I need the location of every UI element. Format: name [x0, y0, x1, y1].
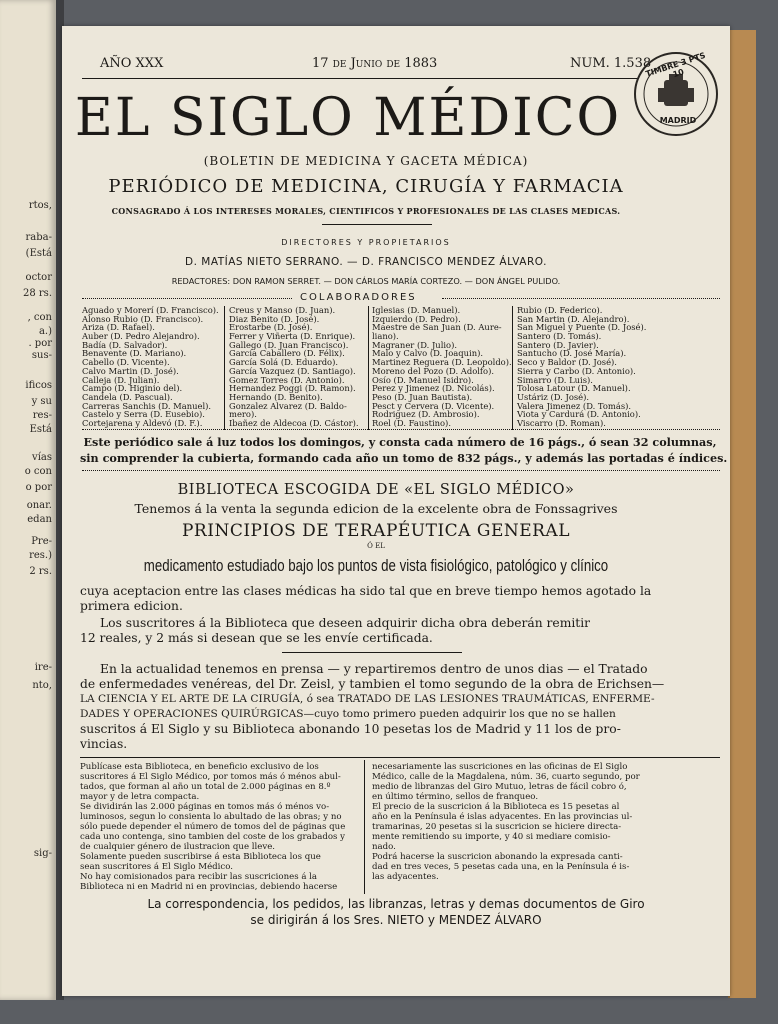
collaborator-name: Magraner (D. Julio).	[372, 339, 458, 350]
notice-line-2: sin comprender la cubierta, formando cada año un tomo de 832 págs., y además las portadas é índices.	[80, 451, 728, 465]
facing-page-fragment: Está	[29, 424, 52, 435]
collaborators-heading: COLABORADORES	[300, 292, 417, 303]
facing-page-fragment: (Está	[25, 248, 52, 259]
collaborator-name: Viscarro (D. Roman).	[517, 417, 606, 428]
collaborator-name: Martinez Reguera (D. Leopoldo).	[372, 357, 512, 368]
facing-page-fragment: 2 rs.	[29, 566, 52, 577]
facing-page-fragment: . por	[28, 338, 52, 349]
masthead-rule	[322, 224, 432, 225]
column-divider-2	[368, 306, 369, 430]
collaborator-name: Tolosa Latour (D. Manuel).	[517, 383, 631, 394]
book-subtitle: medicamento estudiado bajo los puntos de vista fisiológico, patológico y clínico	[143, 556, 609, 575]
p1-line-2: primera edicion.	[80, 599, 183, 613]
collaborators-column-2	[229, 306, 359, 428]
collaborator-name: Santero (D. Javier).	[517, 339, 599, 350]
section-divider	[282, 652, 462, 653]
collaborator-name: Perez y Jimenez (D. Nicolás).	[372, 383, 495, 394]
collaborator-name: Auber (D. Pedro Alejandro).	[82, 331, 200, 342]
dotted-rule-left	[82, 298, 292, 300]
collaborator-name: Gallego (D. Juan Francisco).	[229, 339, 349, 350]
collaborator-name: liano).	[372, 331, 399, 342]
column-divider-1	[224, 306, 225, 430]
facing-page	[0, 0, 56, 1000]
fine-print-line: mayor y de letra compacta.	[80, 792, 200, 802]
editors-line: REDACTORES: DON RAMON SERRET. — DON CÁRLOS MARÍA CORTEZO. — DON ÁNGEL PULIDO.	[171, 276, 561, 286]
p3-line-1: En la actualidad tenemos en prensa — y repartiremos dentro de unos dias — el Tratado	[100, 662, 648, 676]
publication-notice	[80, 434, 728, 466]
p3-line-5: suscritos á El Siglo y su Biblioteca abonando 10 pesetas los de Madrid y 11 los de pro-	[80, 722, 621, 736]
facing-page-fragment: y su	[31, 396, 52, 407]
masthead-subtitle: (BOLETIN DE MEDICINA Y GACETA MÉDICA)	[203, 154, 529, 168]
p3-line-6: vincias.	[80, 737, 128, 751]
facing-page-fragment: , con	[27, 312, 52, 323]
fine-print-line: medio de libranzas del Giro Mutuo, letras de fácil cobro ó,	[372, 782, 627, 792]
collaborator-name: Ferrer y Viñerta (D. Enrique).	[229, 331, 356, 342]
fine-print-line: necesariamente las suscriciones en las oficinas de El Siglo	[372, 762, 628, 772]
biblioteca-intro: Tenemos á la venta la segunda edicion de la excelente obra de Fonssagrives	[134, 501, 618, 516]
book-title-connector: Ó EL	[367, 542, 385, 550]
collaborator-name: Santucho (D. José María).	[517, 348, 627, 359]
masthead-dedication: CONSAGRADO Á LOS INTERESES MORALES, CIENTIFICOS Y PROFESIONALES DE LAS CLASES MEDICAS.	[111, 206, 621, 216]
collaborator-name: Diaz Benito (D. José).	[229, 313, 320, 324]
directors-names: D. MATÍAS NIETO SERRANO. — D. FRANCISCO MENDEZ ÁLVARO.	[185, 256, 547, 268]
collaborator-name: Sierra y Carbo (D. Antonio).	[517, 365, 636, 376]
collaborator-name: Hernandez Poggi (D. Ramon).	[229, 383, 356, 394]
facing-page-fragment: edan	[27, 514, 52, 525]
collaborator-name: Gomez Torres (D. Antonio).	[229, 374, 345, 385]
collaborator-name: Valera Jimenez (D. Tomás).	[517, 400, 632, 411]
issue-number: NUM. 1.538	[570, 56, 652, 71]
p3-line-3: LA CIENCIA Y EL ARTE DE LA CIRUGÍA, ó sea TRATADO DE LAS LESIONES TRAUMÁTICAS, ENFERME-	[80, 693, 655, 705]
fine-print-line: suscritores á El Siglo Médico, por tomos más ó ménos abul-	[80, 772, 341, 782]
notice-line-1: Este periódico sale á luz todos los domingos, y consta cada número de 16 págs., ó sean 32 columnas,	[83, 435, 717, 449]
collaborator-name: Hernando (D. Benito).	[229, 391, 323, 402]
facing-page-fragment: raba-	[25, 232, 52, 243]
collaborator-name: Osío (D. Manuel Isidro).	[372, 374, 474, 385]
collaborator-name: Izquierdo (D. Pedro).	[372, 313, 461, 324]
book-title: PRINCIPIOS DE TERAPÉUTICA GENERAL	[181, 521, 571, 541]
facing-page-fragment: onar.	[26, 500, 52, 511]
masthead-title: EL SIGLO MÉDICO	[74, 88, 622, 148]
column-divider-3	[512, 306, 513, 430]
facing-page-fragment: vías	[32, 452, 52, 463]
collaborator-name: Cortejarena y Aldevó (D. F.).	[82, 417, 203, 428]
facing-page-fragment: res-	[32, 410, 52, 421]
collaborator-name: Ariza (D. Rafael).	[82, 322, 155, 333]
newspaper-page	[62, 26, 730, 996]
collaborators-column-4	[517, 306, 646, 428]
fine-print-line: Publícase esta Biblioteca, en beneficio exclusivo de los	[80, 762, 319, 772]
fine-print-line: Biblioteca ni en Madrid ni en provincias, debiendo hacerse	[80, 882, 338, 892]
collaborator-name: Rubio (D. Federico).	[517, 305, 603, 315]
stamp-text-top: TIMBRE 3 PTS 10	[644, 50, 707, 80]
collaborator-name: Peso (D. Juan Bautista).	[372, 391, 473, 402]
fine-print-line: luminosos, segun lo consienta lo abultado de las obras; y no	[80, 812, 342, 822]
fine-print-left	[80, 762, 360, 892]
collaborator-name: San Martin (D. Alejandro).	[517, 313, 630, 324]
fine-print-line: dad en tres veces, 5 pesetas cada una, en la Península é is-	[372, 862, 630, 872]
facing-page-fragment: Pre-	[31, 536, 52, 547]
biblioteca-paragraph-2	[80, 616, 720, 646]
collaborator-name: Seco y Baldor (D. José).	[517, 357, 617, 368]
facing-page-fragment: nto,	[32, 680, 52, 691]
directors-heading: DIRECTORES Y PROPIETARIOS	[281, 238, 451, 247]
collaborators-heading-row	[82, 292, 720, 304]
collaborators-column-1	[82, 306, 219, 428]
collaborators-bottom-rule	[82, 429, 720, 431]
collaborator-name: Aguado y Morerí (D. Francisco).	[82, 305, 219, 315]
biblioteca-heading: BIBLIOTECA ESCOGIDA DE «EL SIGLO MÉDICO»	[177, 482, 575, 498]
fine-print-line: nado.	[372, 842, 396, 852]
fine-print-line: cada uno contenga, sino tambien del coste de los grabados y	[80, 832, 346, 842]
collaborator-name: García Vazquez (D. Santiago).	[229, 365, 356, 376]
fine-print-line: Se dividirán las 2.000 páginas en tomos más ó ménos vo-	[80, 802, 330, 812]
fine-print-line: Médico, calle de la Magdalena, núm. 36, cuarto segundo, por	[372, 772, 640, 782]
footer-line-2: se dirigirán á los Sres. NIETO y MENDEZ ÁLVARO	[250, 913, 542, 927]
fine-print-line: No hay comisionados para recibir las suscriciones á la	[80, 872, 318, 882]
notice-bottom-rule	[82, 470, 720, 472]
collaborator-name: Badía (D. Salvador).	[82, 339, 168, 350]
collaborator-name: Calleja (D. Julian).	[82, 374, 160, 385]
footer-line-1: La correspondencia, los pedidos, las libranzas, letras y demas documentos de Giro	[147, 897, 645, 911]
fine-print-line: tados, que forman al año un total de 2.000 páginas en 8.º	[80, 782, 331, 792]
collaborator-name: Erostarbe (D. José).	[229, 322, 313, 333]
facing-page-fragment: rtos,	[28, 200, 52, 211]
fine-print-right	[372, 762, 652, 882]
collaborator-name: Ustáriz (D. José).	[517, 391, 590, 402]
p2-line-1: Los suscritores á la Biblioteca que deseen adquirir dicha obra deberán remitir	[100, 616, 591, 630]
biblioteca-paragraph-3	[80, 662, 720, 752]
fine-print-line: año en la Península é islas adyacentes. En las provincias ul-	[372, 812, 633, 822]
collaborator-name: Iglesias (D. Manuel).	[372, 305, 461, 315]
p3-line-2: de enfermedades venéreas, del Dr. Zeisl, y tambien el tomo segundo de la obra de Erichsen—	[80, 677, 665, 691]
collaborator-name: Santero (D. Tomás).	[517, 331, 602, 342]
collaborator-name: Castelo y Serra (D. Eusebio).	[82, 409, 205, 420]
collaborator-name: Candela (D. Pascual).	[82, 391, 173, 402]
collaborator-name: Campo (D. Higinio del).	[82, 383, 183, 394]
fine-print-line: en último término, sellos de franqueo.	[372, 792, 539, 802]
fine-print-divider	[364, 760, 365, 894]
dotted-rule-right	[442, 298, 720, 300]
collaborator-name: Moreno del Pozo (D. Adolfo).	[372, 365, 494, 376]
facing-page-fragment: sig-	[33, 848, 52, 859]
fine-print-top-rule	[80, 757, 720, 758]
collaborator-name: Benavente (D. Mariano).	[82, 348, 187, 359]
collaborator-name: Creus y Manso (D. Juan).	[229, 305, 336, 315]
biblioteca-paragraph-1	[80, 584, 720, 614]
collaborator-name: Carreras Sanchis (D. Manuel).	[82, 400, 212, 411]
facing-page-fragment: res.)	[29, 550, 52, 561]
collaborator-name: Pesct y Cervera (D. Vicente).	[372, 400, 495, 411]
p2-line-2: 12 reales, y 2 más si desean que se les envíe certificada.	[80, 631, 433, 645]
fine-print-line: sean suscritores á El Siglo Médico.	[80, 862, 233, 872]
fine-print-line: tramarinas, 20 pesetas si la suscricion se hiciere directa-	[372, 822, 622, 832]
facing-page-fragment: 28 rs.	[23, 288, 52, 299]
collaborator-name: Malo y Calvo (D. Joaquin).	[372, 348, 484, 359]
collaborator-name: Calvo Martin (D. José).	[82, 365, 179, 376]
collaborator-name: García Solá (D. Eduardo).	[229, 357, 339, 368]
facing-page-fragment: o con	[24, 466, 52, 477]
facing-page-fragment: sus-	[31, 350, 52, 361]
issue-year: AÑO XXX	[100, 56, 164, 71]
page-edges	[728, 30, 756, 998]
stamp-text-bottom: MADRID	[659, 116, 697, 125]
fine-print-line: mente remitiendo su importe, y 40 si mediare comisio-	[372, 832, 611, 842]
fine-print-line: las adyacentes.	[372, 872, 439, 882]
collaborator-name: García Caballero (D. Félix).	[229, 348, 345, 359]
p3-line-4: DADES Y OPERACIONES QUIRÚRGICAS—cuyo tomo primero pueden adquirir los que no se hallen	[80, 708, 616, 720]
issue-date: 17 de Junio de 1883	[312, 56, 438, 71]
tax-stamp	[634, 52, 718, 136]
collaborator-name: Cabello (D. Vicente).	[82, 357, 170, 368]
header-rule	[82, 78, 638, 79]
collaborator-name: Gonzalez Alvarez (D. Baldo-	[229, 400, 347, 411]
collaborator-name: mero).	[229, 409, 257, 420]
collaborator-name: Roel (D. Faustino).	[372, 417, 451, 428]
facing-page-fragment: ificos	[25, 380, 52, 391]
facing-page-fragment: o por	[25, 482, 52, 493]
fine-print-line: Solamente pueden suscribirse á esta Biblioteca los que	[80, 852, 321, 862]
masthead-tagline: PERIÓDICO DE MEDICINA, CIRUGÍA Y FARMACIA	[108, 176, 624, 197]
p1-line-1: cuya aceptacion entre las clases médicas ha sido tal que en breve tiempo hemos agotado la	[80, 584, 652, 598]
footer-notice	[72, 896, 720, 928]
fine-print-line: sólo puede depender el número de tomos del de páginas que	[80, 822, 346, 832]
collaborator-name: Simarro (D. Luis).	[517, 374, 593, 385]
collaborator-name: Maestre de San Juan (D. Aure-	[372, 322, 502, 333]
fine-print-line: Podrá hacerse la suscricion abonando la expresada canti-	[372, 852, 623, 862]
collaborators-column-3	[372, 306, 512, 428]
collaborator-name: San Miguel y Puente (D. José).	[517, 322, 647, 333]
facing-page-fragment: a.)	[38, 326, 52, 337]
fine-print-line: de cualquier género de ilustracion que lleve.	[80, 842, 276, 852]
collaborator-name: Viota y Cardurá (D. Antonio).	[517, 409, 641, 420]
facing-page-fragment: octor	[25, 272, 52, 283]
collaborator-name: Rodriguez (D. Ambrosio).	[372, 409, 480, 420]
facing-page-fragment: ire-	[34, 662, 52, 673]
collaborator-name: Alonso Rubio (D. Francisco).	[82, 313, 204, 324]
collaborator-name: Ibañez de Aldecoa (D. Cástor).	[229, 417, 359, 428]
fine-print-line: El precio de la suscricion á la Biblioteca es 15 pesetas al	[372, 802, 620, 812]
